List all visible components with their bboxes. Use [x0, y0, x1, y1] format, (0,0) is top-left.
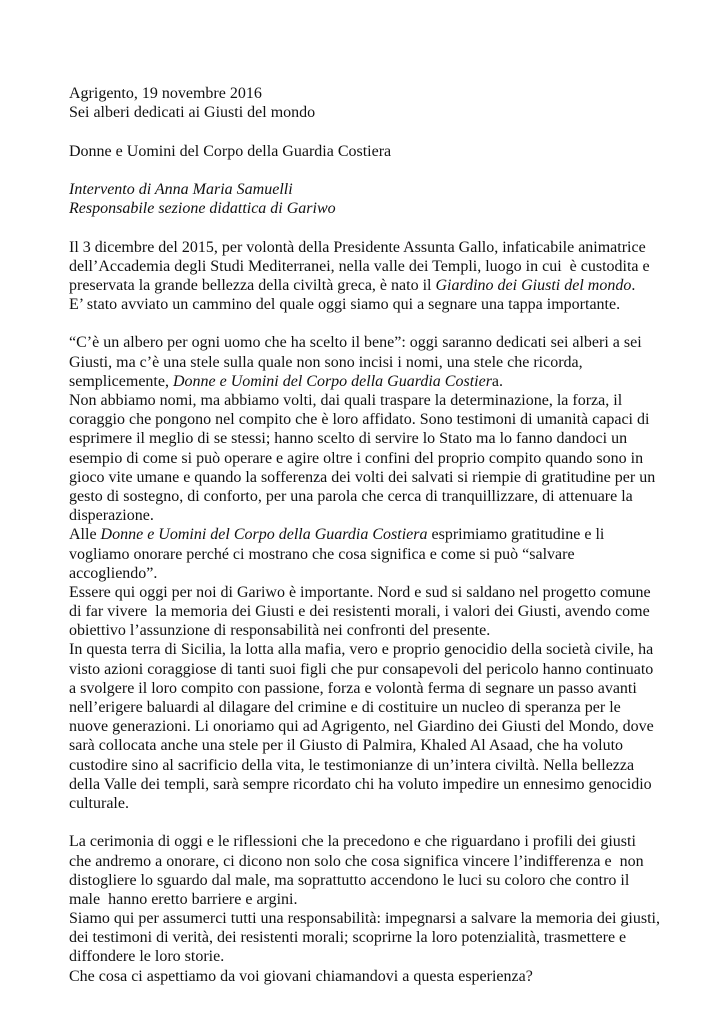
text-line: [69, 276, 669, 295]
text-line: esempio di come si può operare e agire oltre i confini del proprio compito quando sono in: [69, 449, 644, 467]
text-line: nuove generazioni. Li onoriamo qui ad Agrigento, nel Giardino dei Giusti del Mondo, dove: [69, 718, 654, 736]
text-line: vogliamo onorare perché ci mostrano che cosa significa e come si può “salvare: [69, 545, 575, 563]
text-line: coraggio che pongono nel compito che è loro affidato. Sono testimoni di umanità capaci di: [69, 411, 650, 429]
text-span: semplicemente,: [69, 372, 173, 390]
text-line: Siamo qui per assumerci tutti una responsabilità: impegnarsi a salvare la memoria dei giusti,: [69, 910, 660, 928]
text-line: Il 3 dicembre del 2015, per volontà della Presidente Assunta Gallo, infaticabile animatrice: [69, 238, 646, 256]
text-line: [69, 525, 669, 544]
text-span: .: [631, 276, 636, 294]
paragraph-1: [69, 238, 669, 334]
byline: [69, 180, 669, 238]
text-line: male hanno eretto barriere e argini.: [69, 890, 298, 908]
text-line: La cerimonia di oggi e le riflessioni che la precedono e che riguardano i profili dei giusti: [69, 833, 636, 851]
text-line: dei testimoni di verità, dei resistenti morali; scoprirne la loro potenzialità, trasmettere e: [69, 929, 627, 947]
text-line: distogliere lo sguardo dal male, ma soprattutto accendono le luci su coloro che contro il: [69, 871, 630, 889]
text-line: sarà collocata anche una stele per il Giusto di Palmira, Khaled Al Asaad, che ha voluto: [69, 737, 624, 755]
text-line: esprimere il meglio di se stessi; hanno scelto di servire lo Stato ma lo fanno dandoci un: [69, 430, 628, 448]
text-line: obiettivo l’assunzione di responsabilità nei confronti del presente.: [69, 622, 491, 640]
text-line: Non abbiamo nomi, ma abbiamo volti, dai quali traspare la determinazione, la forza, il: [69, 392, 623, 409]
text-line: Giusti, ma c’è una stele sulla quale non sono incisi i nomi, una stele che ricorda,: [69, 353, 583, 371]
spacer: [69, 161, 669, 180]
text-line: E’ stato avviato un cammino del quale oggi siamo qui a segnare una tappa importante.: [69, 296, 621, 314]
text-line: “C’è un albero per ogni uomo che ha scelto il bene”: oggi saranno dedicati sei alberi a sei: [69, 334, 642, 352]
text-line: accogliendo”.: [69, 564, 158, 582]
document-header: [69, 84, 669, 180]
garden-name-italic: Giardino dei Giusti del mondo: [435, 276, 632, 294]
paragraph-2: [69, 333, 669, 832]
paragraph-3: [69, 832, 669, 986]
speaker-line: Intervento di Anna Maria Samuelli: [69, 180, 293, 198]
text-line: disperazione.: [69, 507, 154, 525]
spacer: [69, 813, 669, 832]
text-span: preservata la grande bellezza della civiltà greca, è nato il: [69, 276, 436, 294]
document-page: [69, 84, 669, 986]
text-span: esprimiamo gratitudine e li: [427, 526, 605, 544]
document-title: Donne e Uomini del Corpo della Guardia Costiera: [69, 142, 392, 160]
place-date: Agrigento, 19 novembre 2016: [69, 85, 262, 102]
text-line: Che cosa ci aspettiamo da voi giovani chiamandovi a questa esperienza?: [69, 967, 533, 985]
text-line: custodire sino al sacrificio della vita, le testimonianze di un’intera civiltà. Nella bellezza: [69, 756, 635, 774]
text-line: In questa terra di Sicilia, la lotta alla mafia, vero e proprio genocidio della società civile, ha: [69, 641, 654, 659]
text-line: visto azioni coraggiose di tanti suoi figli che pur consapevoli del pericolo hanno continuato: [69, 660, 654, 678]
text-line: culturale.: [69, 794, 129, 812]
text-line: gioco vite umane e quando la sofferenza dei volti dei salvati si riempie di gratitudine per un: [69, 468, 656, 486]
document-subtitle: Sei alberi dedicati ai Giusti del mondo: [69, 104, 316, 122]
text-span: a.: [491, 372, 504, 390]
text-line: nell’erigere baluardi al dilagare del crimine e di costituire un nucleo di speranza per le: [69, 699, 621, 716]
text-line: della Valle dei templi, sarà sempre ricordato chi ha voluto impedire un ennesimo genocidio: [69, 775, 652, 793]
text-line: dell’Accademia degli Studi Mediterranei, nella valle dei Templi, luogo in cui è custodita e: [69, 257, 650, 275]
text-line: [69, 372, 669, 391]
text-line: a svolgere il loro compito con passione, forza e volontà ferma di segnare un passo avanti: [69, 679, 637, 697]
corps-name-italic: Donne e Uomini del Corpo della Guardia Costiera: [100, 526, 428, 544]
text-line: Essere qui oggi per noi di Gariwo è importante. Nord e sud si saldano nel progetto comune: [69, 583, 651, 601]
text-line: di far vivere la memoria dei Giusti e dei resistenti morali, i valori dei Giusti, avendo come: [69, 603, 650, 621]
spacer: [69, 122, 669, 141]
spacer: [69, 218, 669, 237]
text-line: che andremo a onorare, ci dicono non solo che cosa significa vincere l’indifferenza e non: [69, 852, 644, 870]
speaker-role: Responsabile sezione didattica di Gariwo: [69, 200, 336, 218]
spacer: [69, 314, 669, 333]
text-span: Alle: [69, 526, 101, 544]
corps-name-italic: Donne e Uomini del Corpo della Guardia Costier: [172, 372, 492, 390]
text-line: diffondere le loro storie.: [69, 948, 225, 966]
text-line: gesto di sostegno, di conforto, per una parola che cerca di tranquillizzare, di attenuare la: [69, 487, 633, 505]
